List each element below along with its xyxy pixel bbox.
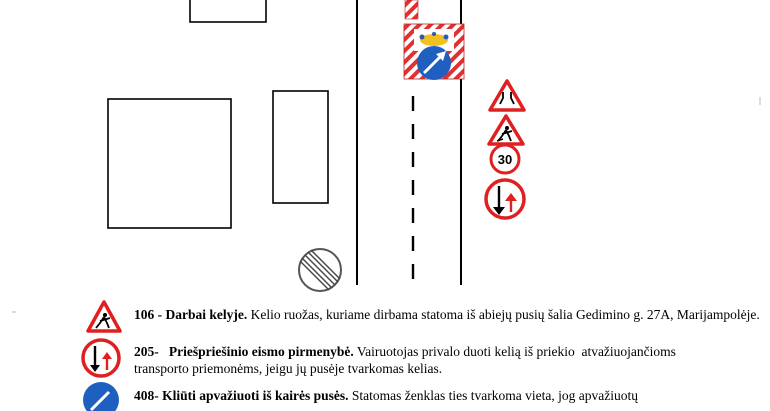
legend-item-205 [80,338,760,378]
legend-text-106 [134,306,760,323]
keep-left-sign-icon [80,381,122,411]
legend-title: Kliūti apvažiuoti iš kairės pusės. [162,388,349,403]
legend-code: 106 - [134,307,166,322]
speed-limit-value: 30 [497,152,513,167]
building-middle [273,91,328,203]
legend-description: Statomas ženklas ties tvarkoma vieta, jog apvažiuotų [348,388,638,403]
legend-text-408 [134,387,638,404]
legend-description-line2: transporto priemonėms, jeigu jų pusėje tvarkomas kelias. [134,361,443,376]
building-top [190,0,266,22]
legend-title: Priešpriešinio eismo pirmenybė. [168,344,354,359]
legend-code: 205- [134,344,169,359]
legend-description: Kelio ruožas, kuriame dirbama statoma iš abiejų pusių šalia Gedimino g. 27A, Marijampolėje. [247,307,760,322]
speed-limit-sign [491,145,519,173]
legend-item-106 [80,300,760,334]
roadworks-sign-icon [85,300,125,334]
legend-description: Vairuotojas privalo duoti kelią iš priekio atvažiuojančioms [353,344,676,359]
legend-item-408 [80,381,760,403]
building-left [108,99,231,228]
roadworks-sign-icon [489,116,523,144]
oncoming-priority-sign-icon [80,338,122,380]
legend-title: Darbai kelyje. [165,307,248,322]
legend-text-205 [134,343,676,377]
barrier-top [405,0,418,19]
road-narrows-sign-icon [490,81,524,110]
work-zone-barrier [404,24,464,80]
oncoming-priority-sign-icon [486,180,524,218]
end-of-restrictions-sign-icon [299,249,341,291]
legend-code: 408- [134,388,163,403]
